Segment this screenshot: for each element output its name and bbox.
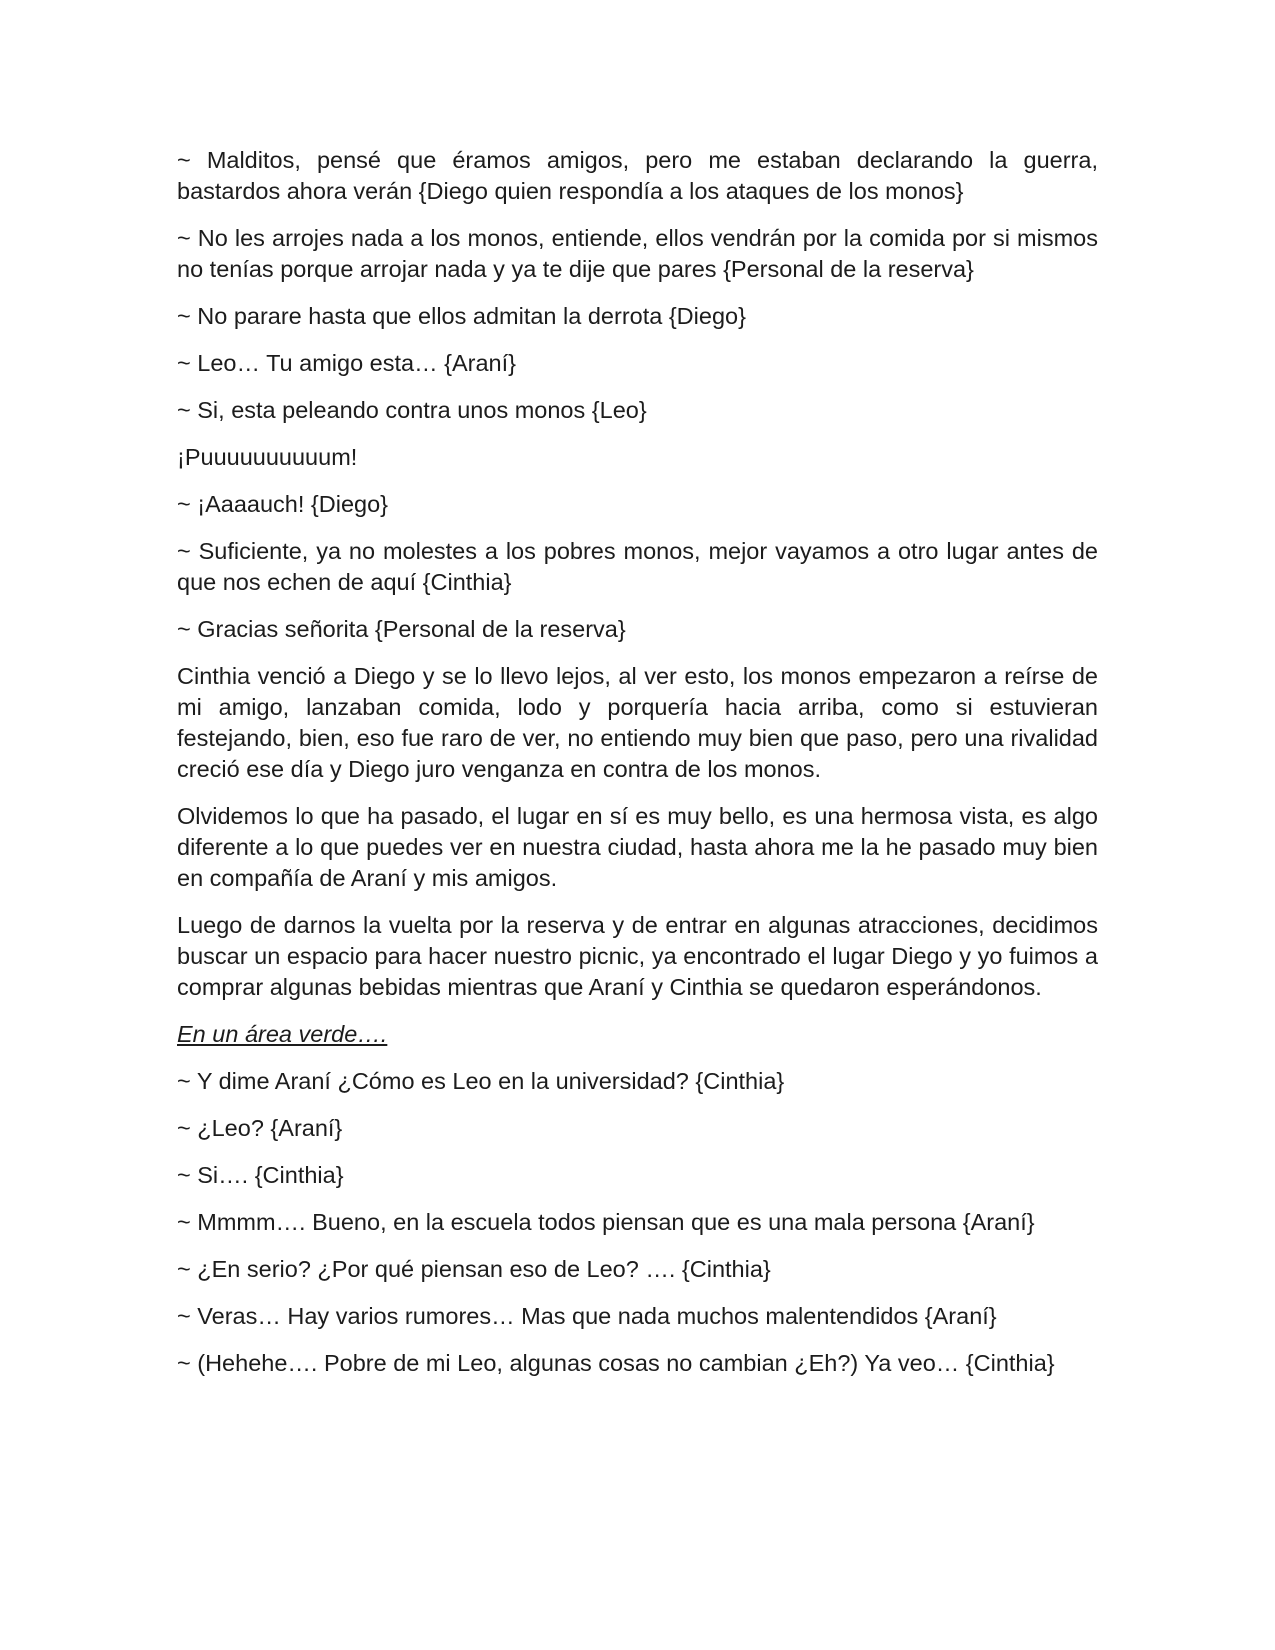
dialogue-diego-malditos: ~ Malditos, pensé que éramos amigos, pero me estaban declarando la guerra, bastardos ahora verán {Diego quien respondía a los ataques de los monos} [177, 147, 1098, 204]
dialogue-cinthia-dime: ~ Y dime Araní ¿Cómo es Leo en la universidad? {Cinthia} [177, 1068, 785, 1094]
dialogue-personal-gracias: ~ Gracias señorita {Personal de la reserva} [177, 616, 626, 642]
dialogue-arani-leo: ~ Leo… Tu amigo esta… {Araní} [177, 350, 516, 376]
dialogue-cinthia-en-serio: ~ ¿En serio? ¿Por qué piensan eso de Leo? …. {Cinthia} [177, 1256, 771, 1282]
dialogue-personal-no-arrojes: ~ No les arrojes nada a los monos, entiende, ellos vendrán por la comida por si mismos no tenías porque arrojar nada y ya te dije que pares {Personal de la reserva} [177, 225, 1098, 282]
dialogue-arani-mmmm: ~ Mmmm…. Bueno, en la escuela todos piensan que es una mala persona {Araní} [177, 1209, 1035, 1235]
narration-olvidemos: Olvidemos lo que ha pasado, el lugar en sí es muy bello, es una hermosa vista, es algo diferente a lo que puedes ver en nuestra ciudad, hasta ahora me la he pasado muy bien en compañía de Araní y mis amigos. [177, 803, 1098, 891]
dialogue-arani-leo-question: ~ ¿Leo? {Araní} [177, 1115, 343, 1141]
dialogue-cinthia-hehehe: ~ (Hehehe…. Pobre de mi Leo, algunas cosas no cambian ¿Eh?) Ya veo… {Cinthia} [177, 1350, 1055, 1376]
dialogue-cinthia-suficiente: ~ Suficiente, ya no molestes a los pobres monos, mejor vayamos a otro lugar antes de que nos echen de aquí {Cinthia} [177, 538, 1098, 595]
dialogue-cinthia-si: ~ Si…. {Cinthia} [177, 1162, 344, 1188]
dialogue-diego-no-parare: ~ No parare hasta que ellos admitan la derrota {Diego} [177, 303, 746, 329]
dialogue-leo-peleando: ~ Si, esta peleando contra unos monos {Leo} [177, 397, 647, 423]
narration-cinthia-vencio: Cinthia venció a Diego y se lo llevo lejos, al ver esto, los monos empezaron a reírse de mi amigo, lanzaban comida, lodo y porquería hacia arriba, como si estuvieran festejando, bien, eso fue raro de ver, no entiendo muy bien que paso, pero una rivalidad creció ese día y Diego juro venganza en contra de los monos. [177, 663, 1098, 782]
document-page [177, 145, 1098, 1395]
scene-heading: En un área verde…. [177, 1021, 388, 1047]
narration-luego: Luego de darnos la vuelta por la reserva y de entrar en algunas atracciones, decidimos buscar un espacio para hacer nuestro picnic, ya encontrado el lugar Diego y yo fuimos a comprar algunas bebidas mientras que Araní y Cinthia se quedaron esperándonos. [177, 912, 1098, 1000]
dialogue-diego-aaauch: ~ ¡Aaaauch! {Diego} [177, 491, 389, 517]
dialogue-arani-veras: ~ Veras… Hay varios rumores… Mas que nada muchos malentendidos {Araní} [177, 1303, 997, 1329]
sound-effect-puum: ¡Puuuuuuuuuum! [177, 444, 358, 470]
